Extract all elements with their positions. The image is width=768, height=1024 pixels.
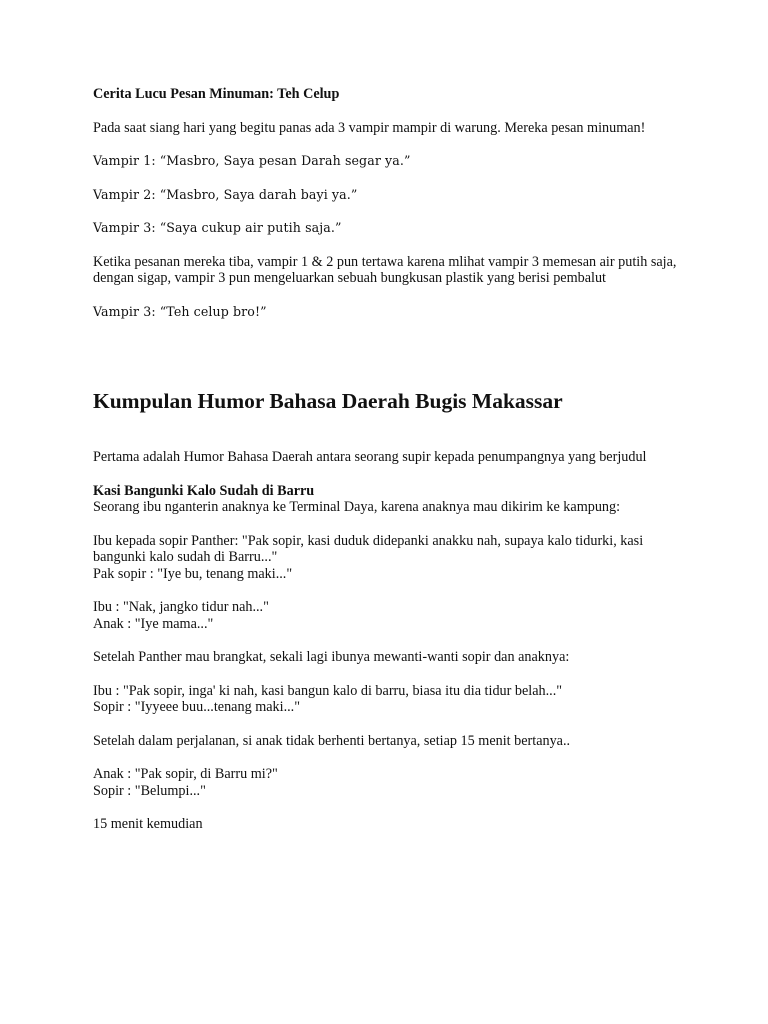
dialogue-sopir-3: Sopir : "Belumpi..." (93, 782, 206, 799)
dialogue-vampir-2: Vampir 2: “Masbro, Saya darah bayi ya.” (93, 186, 358, 202)
joke-narration-1: Setelah Panther mau brangkat, sekali lagi ibunya mewanti-wanti sopir dan anaknya: (93, 649, 570, 665)
section-spacer (93, 337, 693, 387)
joke-narration-3: 15 menit kemudian (93, 816, 203, 832)
joke-setting: Seorang ibu nganterin anaknya ke Terminal Daya, karena anaknya mau dikirim ke kampung: (93, 499, 621, 515)
dialogue-sopir-2: Sopir : "Iyyeee buu...tenang maki..." (93, 699, 301, 715)
dialogue-vampir-3: Vampir 3: “Saya cukup air putih saja.” (93, 220, 342, 235)
joke-block-2 (93, 533, 693, 583)
story-narration: Ketika pesanan mereka tiba, vampir 1 & 2 pun tertawa karena mlihat vampir 3 memesan air putih saja, dengan sigap, vampir 3 pun mengeluarkan sebuah bungkusan plastik yang berisi pembalut (93, 253, 677, 286)
joke-block-1 (93, 483, 693, 516)
story-intro: Pada saat siang hari yang begitu panas ada 3 vampir mampir di warung. Mereka pesan minuman! (93, 119, 646, 136)
story-punchline: Vampir 3: “Teh celup bro!” (93, 303, 267, 319)
dialogue-ibu-2: Ibu : "Nak, jangko tidur nah..." (93, 599, 269, 615)
dialogue-vampir-1: Vampir 1: “Masbro, Saya pesan Darah segar ya.” (93, 153, 411, 168)
joke-block-5 (93, 766, 693, 799)
story-title: Cerita Lucu Pesan Minuman: Teh Celup (93, 86, 340, 102)
dialogue-ibu-3: Ibu : "Pak sopir, inga' ki nah, kasi bangun kalo di barru, biasa itu dia tidur belah..." (93, 682, 563, 699)
section-heading: Kumpulan Humor Bahasa Daerah Bugis Makassar (93, 389, 563, 413)
joke-narration-2: Setelah dalam perjalanan, si anak tidak berhenti bertanya, setiap 15 menit bertanya.. (93, 732, 571, 749)
dialogue-ibu-1: Ibu kepada sopir Panther: "Pak sopir, kasi duduk didepanki anakku nah, supaya kalo tidurki, kasi bangunki kalo sudah di Barru..." (93, 532, 644, 565)
dialogue-anak-2: Anak : "Pak sopir, di Barru mi?" (93, 766, 278, 782)
section-intro: Pertama adalah Humor Bahasa Daerah antara seorang supir kepada penumpangnya yang berjudul (93, 449, 647, 465)
document-page (93, 86, 693, 850)
dialogue-sopir-1: Pak sopir : "Iye bu, tenang maki..." (93, 565, 293, 582)
joke-subtitle: Kasi Bangunki Kalo Sudah di Barru (93, 482, 315, 499)
joke-block-3 (93, 599, 693, 632)
dialogue-anak-1: Anak : "Iye mama..." (93, 615, 214, 632)
joke-block-4 (93, 683, 693, 716)
